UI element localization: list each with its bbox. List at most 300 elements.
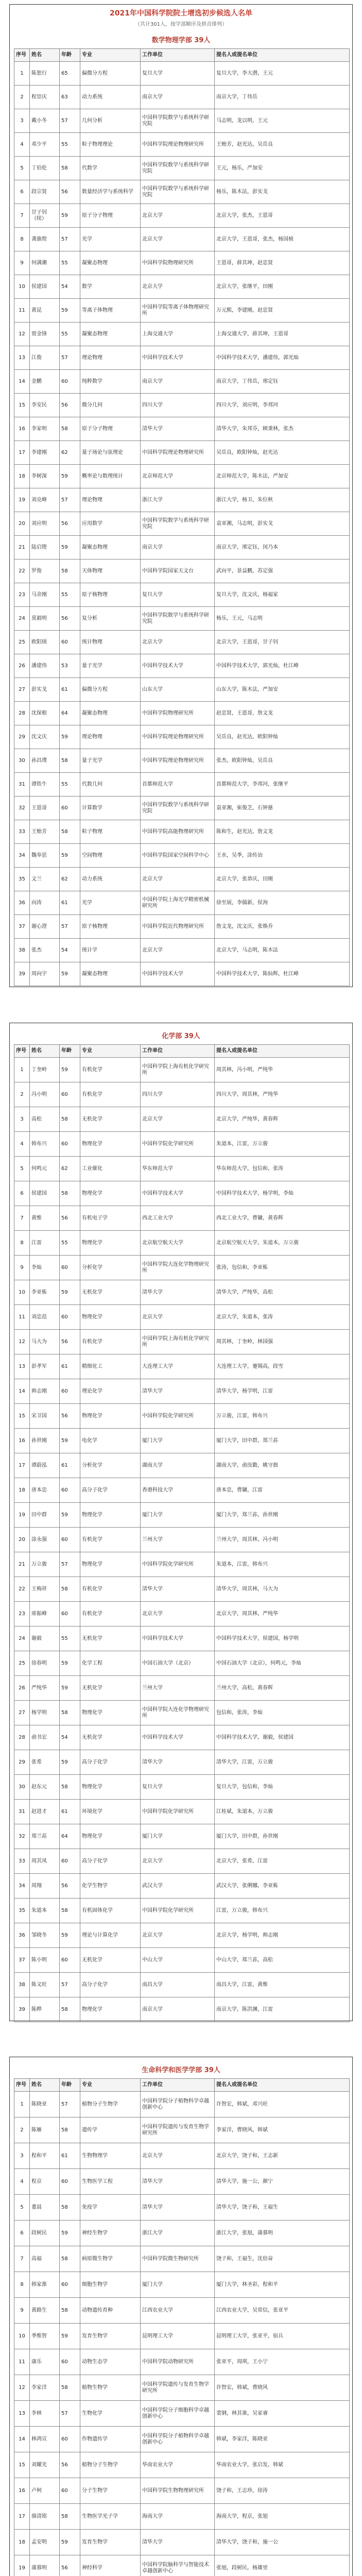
table-row (14, 560, 350, 583)
table-row (14, 583, 350, 607)
table-row (14, 1330, 350, 1354)
candidate-age: 58 (60, 1107, 80, 1132)
candidate-nominators: 中国科学技术大学，杨学明，李灿 (215, 1181, 350, 1206)
table-row (14, 1676, 350, 1701)
candidate-age: 58 (60, 157, 80, 180)
row-index: 3 (14, 109, 30, 133)
candidate-institution: 南京大学 (141, 370, 215, 394)
candidate-nominators: 上海交通大学，薛其坤，王恩哥 (215, 323, 350, 346)
candidate-name: 陈雁 (30, 2117, 60, 2143)
candidate-age: 59 (60, 2221, 80, 2246)
table-row (14, 725, 350, 749)
candidate-name: 冯小明 (30, 1082, 60, 1107)
candidate-institution: 复旦大学 (141, 583, 215, 607)
candidate-institution: 中国科学院分子植物科学卓越创新中心 (141, 2092, 215, 2117)
candidate-name: 谭蔚泓 (30, 1453, 60, 1478)
candidate-nominators: 袁亚湘，马志明，彭实戈 (215, 512, 350, 536)
document-header (10, 5, 352, 31)
candidate-nominators: 北京大学，张恭庆，田刚 (215, 868, 350, 891)
candidate-age: 55 (60, 323, 80, 346)
row-index: 12 (14, 2375, 30, 2401)
candidate-institution: 中国科学院上海有机化学研究所 (141, 1058, 215, 1082)
candidate-name: 季维智 (30, 2324, 60, 2349)
candidate-institution: 北京大学 (141, 1602, 215, 1626)
candidate-age: 60 (60, 631, 80, 654)
candidate-name: 刘应明 (30, 512, 60, 536)
candidate-name: 彭孝军 (30, 1354, 60, 1379)
candidate-age: 56 (60, 1206, 80, 1231)
row-index: 21 (14, 1552, 30, 1577)
candidate-nominators: 吴岳良，赵光达，欧阳钟灿 (215, 725, 350, 749)
candidate-nominators: 南京大学，丁伟岳，邢定钰 (215, 370, 350, 394)
candidate-field: 光学 (80, 228, 141, 251)
candidate-field: 天体物理 (80, 560, 141, 583)
table-row (14, 1453, 350, 1478)
column-header-candidate-nominators: 提名人或提名单位 (215, 49, 350, 62)
table-row (14, 1305, 350, 1330)
candidate-name: 宋卫国 (30, 1404, 60, 1429)
candidate-field: 等离子体物理 (80, 299, 141, 323)
row-index: 31 (14, 1800, 30, 1824)
candidate-nominators: 南京大学，陈洪渊，江雷 (215, 1997, 350, 2022)
candidate-field: 生物医学工程 (80, 2169, 141, 2195)
candidate-age: 55 (60, 583, 80, 607)
candidate-nominators: 复旦大学，沈文庆，杨福家 (215, 583, 350, 607)
candidate-age: 58 (60, 417, 80, 441)
table-row (14, 2452, 350, 2478)
row-index: 15 (14, 394, 30, 417)
row-index: 28 (14, 1725, 30, 1750)
candidate-age: 58 (60, 1997, 80, 2022)
table-row (14, 1997, 350, 2022)
candidate-nominators: 王恩哥，薛其坤，赵忠贤 (215, 251, 350, 275)
table-row (14, 796, 350, 820)
candidate-name: 侯建国 (30, 275, 60, 299)
table-row (14, 346, 350, 370)
candidate-name: 严纯华 (30, 1676, 60, 1701)
candidate-name: 高福 (30, 2246, 60, 2272)
candidate-nominators: 北京航空航天大学，朱道本，万立骏 (215, 1231, 350, 1256)
candidate-field: 有机化学 (80, 1058, 141, 1082)
candidate-name: 陈晔 (30, 1997, 60, 2022)
candidate-name: 贾金锋 (30, 323, 60, 346)
candidate-field: 动物生态学 (80, 2349, 141, 2375)
candidate-age: 58 (60, 1577, 80, 1602)
candidate-name: 黄维 (30, 1206, 60, 1231)
candidate-name: 马余刚 (30, 583, 60, 607)
row-index: 9 (14, 1256, 30, 1280)
candidate-field: 物理化学 (80, 1824, 141, 1849)
candidate-age: 62 (60, 441, 80, 465)
candidate-name: 丁伯伦 (30, 157, 60, 180)
table-row (14, 607, 350, 631)
candidate-nominators: 王元，杨乐，严加安 (215, 157, 350, 180)
table-row (14, 891, 350, 915)
table-row (14, 1750, 350, 1775)
candidate-field: 理论物理 (80, 725, 141, 749)
candidate-institution: 北京大学 (141, 1923, 215, 1948)
candidate-nominators: 北京大学，饶子和，王志新 (215, 2143, 350, 2169)
candidate-field: 粒子物理理论 (80, 133, 141, 157)
candidate-field: 空间物理 (80, 844, 141, 868)
candidate-field: 偏微分方程 (80, 62, 141, 86)
candidate-nominators: 王贻芳，赵光达，吴岳良 (215, 133, 350, 157)
candidate-age: 59 (60, 1503, 80, 1528)
table-row (14, 1626, 350, 1651)
table-row (14, 228, 350, 251)
candidate-field: 高分子化学 (80, 1973, 141, 1997)
candidate-name: 陆启铿 (30, 536, 60, 560)
candidate-age: 60 (60, 1132, 80, 1157)
row-index: 30 (14, 749, 30, 773)
candidate-field: 高分子化学 (80, 1750, 141, 1775)
candidate-nominators: 江西农业大学，吴常信，张亚平 (215, 2298, 350, 2324)
candidate-age: 57 (60, 2401, 80, 2427)
table-row (14, 62, 350, 86)
candidate-field: 病原微生物学 (80, 2246, 141, 2272)
candidate-name: 周向宇 (30, 962, 60, 986)
candidate-age: 60 (60, 796, 80, 820)
candidate-nominators: 中山大学，郑兰荪，高松 (215, 1948, 350, 1973)
row-index: 6 (14, 1181, 30, 1206)
candidate-field: 统计学 (80, 939, 141, 962)
candidate-field: 环境化学 (80, 1800, 141, 1824)
candidate-institution: 中国科学院分子细胞科学卓越创新中心 (141, 2401, 215, 2427)
candidate-name: 周翔 (30, 1874, 60, 1899)
candidate-age: 54 (60, 275, 80, 299)
row-index: 10 (14, 275, 30, 299)
candidate-institution: 清华大学 (141, 1750, 215, 1775)
candidate-age: 61 (60, 2143, 80, 2169)
candidate-name: 朱道本 (30, 1899, 60, 1923)
candidate-institution: 中国科学技术大学 (141, 346, 215, 370)
candidate-name: 彭实戈 (30, 678, 60, 702)
table-row (14, 1354, 350, 1379)
table-row (14, 1874, 350, 1899)
candidate-name: 张希 (30, 1750, 60, 1775)
table-row (14, 1775, 350, 1800)
candidate-institution: 北京大学 (141, 275, 215, 299)
table-row (14, 2143, 350, 2169)
section-title: 数学物理学部 39人 (151, 37, 211, 44)
row-index: 27 (14, 678, 30, 702)
candidate-nominators: 北京大学，张杰，王恩哥 (215, 204, 350, 228)
table-row (14, 204, 350, 228)
candidate-name: 李建刚 (30, 441, 60, 465)
candidate-age: 55 (60, 133, 80, 157)
row-index: 15 (14, 2452, 30, 2478)
candidate-field: 发育生物学 (80, 2324, 141, 2349)
candidate-field: 物理化学 (80, 1231, 141, 1256)
candidate-age: 60 (60, 1305, 80, 1330)
candidate-institution: 浙江大学 (141, 488, 215, 512)
candidate-age: 59 (60, 1676, 80, 1701)
table-row (14, 915, 350, 939)
row-index: 29 (14, 725, 30, 749)
candidate-name: 邓少平 (30, 133, 60, 157)
row-index: 9 (14, 251, 30, 275)
candidate-name: 王贻芳 (30, 820, 60, 844)
row-index: 14 (14, 1379, 30, 1404)
row-index: 15 (14, 1404, 30, 1429)
candidate-nominators: 万立骏，江雷，韩布兴 (215, 1404, 350, 1429)
candidate-name: 王恩哥 (30, 796, 60, 820)
candidate-nominators: 北京大学，朱道本，张涛 (215, 1305, 350, 1330)
candidate-name: 文兰 (30, 868, 60, 891)
candidate-name: 蒲慕明 (30, 2555, 60, 2576)
candidate-field: 理论化学 (80, 1379, 141, 1404)
column-header-candidate-nominators: 提名人或提名单位 (215, 1045, 350, 1058)
candidate-age: 59 (60, 2324, 80, 2349)
candidate-institution: 中国科学院数学与系统科学研究院 (141, 109, 215, 133)
candidate-field: 分析化学 (80, 1256, 141, 1280)
candidate-nominators: 张旭，段树民，杨雄里 (215, 2555, 350, 2576)
candidate-name: 江俊 (30, 346, 60, 370)
candidate-name: 何满潮 (30, 251, 60, 275)
candidate-institution: 浙江大学 (141, 2221, 215, 2246)
row-index: 28 (14, 702, 30, 725)
table-row (14, 417, 350, 441)
table-row (14, 2349, 350, 2375)
row-index: 36 (14, 1923, 30, 1948)
candidate-field: 植物分子生物学 (80, 2092, 141, 2117)
candidate-age: 60 (60, 2169, 80, 2195)
row-index: 18 (14, 1478, 30, 1503)
table-row (14, 394, 350, 417)
candidate-institution: 兰州大学 (141, 1528, 215, 1552)
row-index: 32 (14, 796, 30, 820)
column-header-candidate-name: 姓名 (30, 49, 60, 62)
candidate-nominators: 詹文龙，沈文庆，张焕乔 (215, 915, 350, 939)
row-index: 4 (14, 1132, 30, 1157)
candidate-institution: 中国科学院化学研究所 (141, 1404, 215, 1429)
table-row (14, 678, 350, 702)
row-index: 10 (14, 2324, 30, 2349)
candidate-nominators: 北京大学，张继平，田刚 (215, 275, 350, 299)
candidate-field: 有机化学 (80, 1330, 141, 1354)
table-row (14, 1132, 350, 1157)
candidate-nominators: 马志明，龙以明，王元 (215, 109, 350, 133)
candidate-institution: 中国科学院大连化学物理研究所 (141, 1256, 215, 1280)
row-index: 27 (14, 1701, 30, 1725)
candidate-institution: 南京大学 (141, 1997, 215, 2022)
candidate-field: 量子光学 (80, 749, 141, 773)
candidate-age: 56 (60, 2452, 80, 2478)
candidate-age: 60 (60, 370, 80, 394)
candidate-institution: 清华大学 (141, 1280, 215, 1305)
row-index: 1 (14, 1058, 30, 1082)
table-row (14, 1280, 350, 1305)
table-row (14, 1157, 350, 1181)
candidate-institution: 中国科学院数学与系统科学研究院 (141, 512, 215, 536)
candidate-field: 无机化学 (80, 1626, 141, 1651)
candidate-nominators: 清华大学，朱邦芬，顾秉林，张杰 (215, 417, 350, 441)
candidate-nominators: 张涛，包信和，李亚栋 (215, 1256, 350, 1280)
candidate-name: 李灿 (30, 1256, 60, 1280)
row-index: 9 (14, 2298, 30, 2324)
section-panel-chemistry (9, 1023, 353, 2021)
candidate-nominators: 四川大学，周其林，严纯华 (215, 1082, 350, 1107)
row-index: 34 (14, 1874, 30, 1899)
candidate-name: 沈保根 (30, 702, 60, 725)
candidate-age: 58 (60, 2375, 80, 2401)
candidate-institution: 海南大学 (141, 2504, 215, 2530)
candidate-nominators: 清华大学，江雷，万立骏 (215, 1750, 350, 1775)
candidate-nominators: 武向平，景益鹏，苏定强 (215, 560, 350, 583)
candidate-institution: 中国科学院理论物理研究所 (141, 725, 215, 749)
row-index: 5 (14, 1157, 30, 1181)
candidate-institution: 首都师范大学 (141, 773, 215, 796)
column-header-candidate-field: 专业 (80, 2079, 141, 2092)
candidate-institution: 北京大学 (141, 2143, 215, 2169)
candidate-field: 无机化学 (80, 1948, 141, 1973)
candidate-field: 原子分子物理 (80, 204, 141, 228)
column-header-candidate-institution: 工作单位 (141, 49, 215, 62)
table-row (14, 2324, 350, 2349)
candidate-name: 甘子钊（续） (30, 204, 60, 228)
candidate-institution: 北京航空航天大学 (141, 1231, 215, 1256)
candidate-name: 万立骏 (30, 1552, 60, 1577)
row-index: 12 (14, 323, 30, 346)
candidate-institution: 清华大学 (141, 2195, 215, 2221)
candidate-name: 赵进才 (30, 1800, 60, 1824)
candidate-age: 55 (60, 773, 80, 796)
table-row (14, 773, 350, 796)
candidate-institution: 昆明理工大学 (141, 2324, 215, 2349)
candidate-institution: 北京大学 (141, 228, 215, 251)
table-row (14, 1948, 350, 1973)
candidate-name: 李树深 (30, 465, 60, 488)
candidate-name: 陈晓亚 (30, 2092, 60, 2117)
candidate-institution: 中国科学院脑科学与智能技术卓越创新中心 (141, 2555, 215, 2576)
candidate-field: 光学 (80, 891, 141, 915)
candidate-field: 动力系统 (80, 868, 141, 891)
candidate-field: 物理化学 (80, 1552, 141, 1577)
candidate-name: 陈义旺 (30, 1973, 60, 1997)
candidate-name: 罗俊 (30, 560, 60, 583)
candidate-nominators: 清华大学，严纯华，高松 (215, 1280, 350, 1305)
row-index: 26 (14, 654, 30, 678)
candidate-age: 60 (60, 1379, 80, 1404)
candidate-field: 高分子化学 (80, 1478, 141, 1503)
candidate-field: 粒子物理 (80, 820, 141, 844)
row-index: 22 (14, 560, 30, 583)
row-index: 20 (14, 1528, 30, 1552)
candidate-field: 作物遗传学 (80, 2427, 141, 2452)
candidate-name: 孟安明 (30, 2530, 60, 2555)
row-index: 17 (14, 1453, 30, 1478)
row-index: 31 (14, 773, 30, 796)
column-header-candidate-age: 年龄 (60, 49, 80, 62)
candidate-field: 分析化学 (80, 1453, 141, 1478)
candidate-institution: 中国科学院遗传与发育生物学研究所 (141, 2117, 215, 2143)
table-row (14, 1181, 350, 1206)
row-index: 8 (14, 2272, 30, 2298)
candidate-nominators: 包信和，张涛，李灿 (215, 1701, 350, 1725)
candidate-age: 59 (60, 536, 80, 560)
table-row (14, 2272, 350, 2298)
candidate-institution: 上海交通大学 (141, 323, 215, 346)
row-index: 11 (14, 2349, 30, 2375)
candidate-nominators: 北京大学，王恩哥，甘子钊 (215, 631, 350, 654)
candidate-nominators: 饶子和，王志珍，徐涛 (215, 2478, 350, 2504)
candidate-name: 金鹏 (30, 370, 60, 394)
candidate-field: 物理化学 (80, 1132, 141, 1157)
table-header-row (14, 1045, 350, 1058)
candidate-field: 应用数学 (80, 512, 141, 536)
candidate-nominators: 张亚平，周琪，王小宁 (215, 2349, 350, 2375)
candidate-name: 陈小明 (30, 1948, 60, 1973)
candidate-institution: 清华大学 (141, 2169, 215, 2195)
candidate-age: 62 (60, 1157, 80, 1181)
table-row (14, 86, 350, 109)
table-row (14, 1824, 350, 1849)
candidate-institution: 北京大学 (141, 204, 215, 228)
candidate-institution: 中国科学院生物物理研究所 (141, 2478, 215, 2504)
table-row (14, 1923, 350, 1948)
candidate-name: 李家明 (30, 417, 60, 441)
row-index: 11 (14, 299, 30, 323)
candidate-name: 周其凤 (30, 1849, 60, 1874)
candidate-field: 有机化学 (80, 1082, 141, 1107)
candidate-nominators: 海南大学，程京，张旭 (215, 2504, 350, 2530)
candidate-institution: 清华大学 (141, 1379, 215, 1404)
candidate-nominators: 韩斌，李家洋，陈晓亚 (215, 2427, 350, 2452)
candidate-nominators: 杨乐，王元，马志明 (215, 607, 350, 631)
candidate-age: 62 (60, 868, 80, 891)
candidate-name: 韩布兴 (30, 1132, 60, 1157)
row-index: 4 (14, 133, 30, 157)
candidate-name: 黄路生 (30, 2298, 60, 2324)
candidate-institution: 西北工业大学 (141, 1206, 215, 1231)
row-index: 12 (14, 1330, 30, 1354)
table-row (14, 654, 350, 678)
candidate-field: 复分析 (80, 607, 141, 631)
table-row (14, 1725, 350, 1750)
candidate-field: 化学生物学 (80, 1874, 141, 1899)
candidate-nominators: 中国科学技术大学，谢毅，侯建国 (215, 1725, 350, 1750)
row-index: 13 (14, 346, 30, 370)
row-index: 10 (14, 1280, 30, 1305)
column-header-row-index: 序号 (14, 49, 30, 62)
row-index: 16 (14, 417, 30, 441)
table-row (14, 1899, 350, 1923)
table-row (14, 180, 350, 204)
candidate-field: 量子场论与弦理论 (80, 441, 141, 465)
candidate-institution: 中国科学院理论物理研究所 (141, 441, 215, 465)
candidate-nominators: 江桂斌，朱道本，万立骏 (215, 1800, 350, 1824)
candidate-institution: 中国科学院近代物理研究所 (141, 915, 215, 939)
candidate-nominators: 四川大学，刘应明，李邦河 (215, 394, 350, 417)
candidate-age: 59 (60, 1750, 80, 1775)
candidate-name: 王梅祥 (30, 1577, 60, 1602)
candidate-field: 有机化学 (80, 1602, 141, 1626)
row-index: 8 (14, 1231, 30, 1256)
candidate-name: 魏奉思 (30, 844, 60, 868)
candidate-institution: 华东师范大学 (141, 1157, 215, 1181)
candidate-institution: 兰州大学 (141, 1676, 215, 1701)
row-index: 25 (14, 1651, 30, 1676)
column-header-candidate-field: 专业 (80, 49, 141, 62)
candidate-age: 65 (60, 62, 80, 86)
row-index: 38 (14, 939, 30, 962)
candidate-name: 欧阳颀 (30, 631, 60, 654)
candidate-institution: 中国科学院上海光学精密机械研究所 (141, 891, 215, 915)
candidate-name: 谭铁牛 (30, 773, 60, 796)
table-row (14, 1404, 350, 1429)
candidate-age: 59 (60, 1058, 80, 1082)
row-index: 25 (14, 631, 30, 654)
